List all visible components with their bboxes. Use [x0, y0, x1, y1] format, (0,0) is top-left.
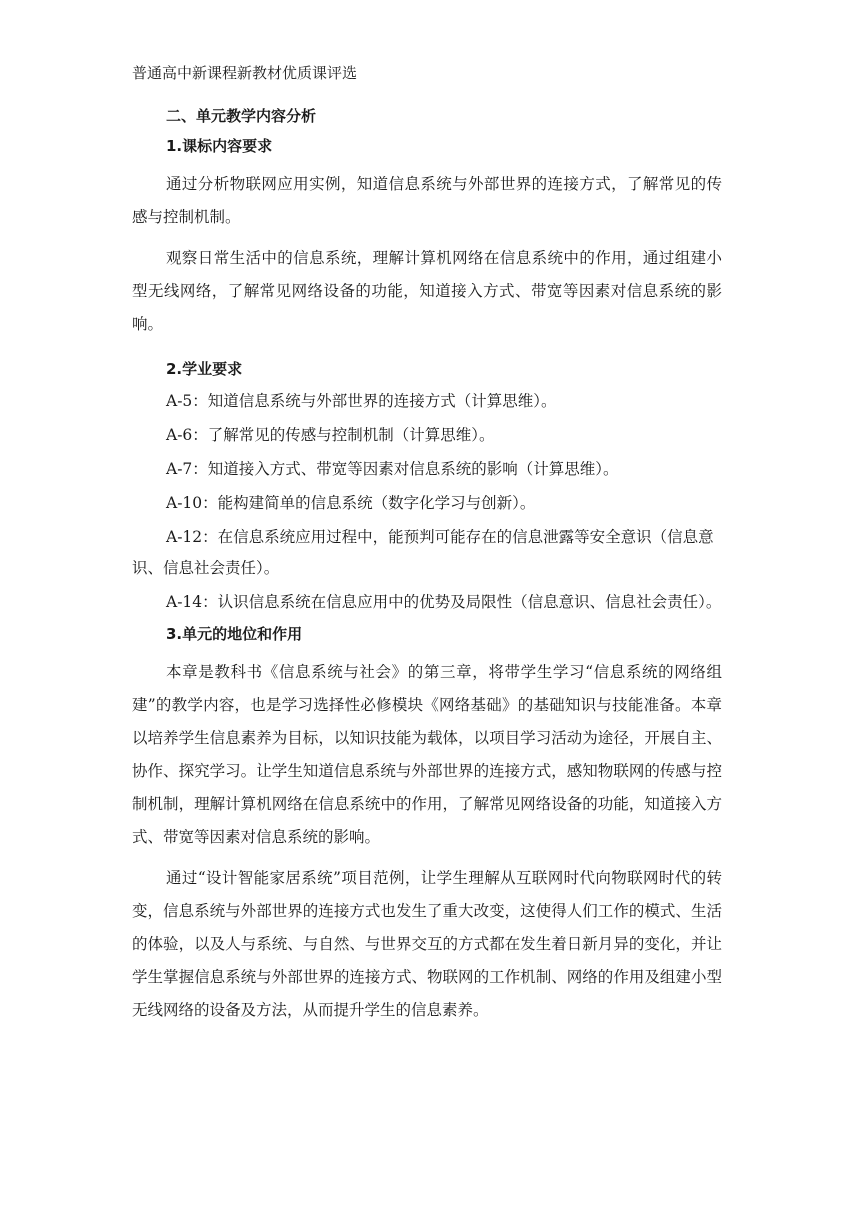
- requirement-item: A-10：能构建简单的信息系统（数字化学习与创新）。: [166, 494, 536, 512]
- unit-role-paragraph-1: 本章是教科书《信息系统与社会》的第三章，将带学生学习“信息系统的网络组建”的教学内容，也是学习选择性必修模块《网络基础》的基础知识与技能准备。本章以培养学生信息素养为目标，以知识技能为载体，以项目学习活动为途径，开展自主、协作、探究学习。让学生知道信息系统与外部世界的连接方式，感知物联网的传感与控制机制，理解计算机网络在信息系统中的作用，了解常见网络设备的功能，知道接入方式、带宽等因素对信息系统的影响。: [132, 663, 722, 846]
- subsection-title-academic-requirements: 2.学业要求: [166, 360, 243, 378]
- requirement-item: A-12：在信息系统应用过程中，能预判可能存在的信息泄露等安全意识（信息意识、信息社会责任）。: [132, 528, 714, 577]
- standards-paragraph-2: 观察日常生活中的信息系统，理解计算机网络在信息系统中的作用，通过组建小型无线网络，了解常见网络设备的功能，知道接入方式、带宽等因素对信息系统的影响。: [132, 249, 722, 333]
- page-header: 普通高中新课程新教材优质课评选: [132, 64, 358, 82]
- requirement-item: A-7：知道接入方式、带宽等因素对信息系统的影响（计算思维）。: [166, 460, 619, 478]
- subsection-title-unit-role: 3.单元的地位和作用: [166, 625, 303, 643]
- section-title: 二、单元教学内容分析: [166, 107, 317, 125]
- standards-paragraph-1: 通过分析物联网应用实例，知道信息系统与外部世界的连接方式，了解常见的传感与控制机制。: [132, 175, 722, 226]
- subsection-title-standards: 1.课标内容要求: [166, 137, 273, 155]
- unit-role-paragraph-2: 通过“设计智能家居系统”项目范例，让学生理解从互联网时代向物联网时代的转变，信息系统与外部世界的连接方式也发生了重大改变，这使得人们工作的模式、生活的体验，以及人与系统、与自然、与世界交互的方式都在发生着日新月异的变化，并让学生掌握信息系统与外部世界的连接方式、物联网的工作机制、网络的作用及组建小型无线网络的设备及方法，从而提升学生的信息素养。: [132, 869, 722, 1019]
- requirement-item: A-14：认识信息系统在信息应用中的优势及局限性（信息意识、信息社会责任）。: [166, 593, 722, 611]
- requirement-item: A-5：知道信息系统与外部世界的连接方式（计算思维）。: [166, 392, 557, 410]
- requirement-item: A-6：了解常见的传感与控制机制（计算思维）。: [166, 426, 495, 444]
